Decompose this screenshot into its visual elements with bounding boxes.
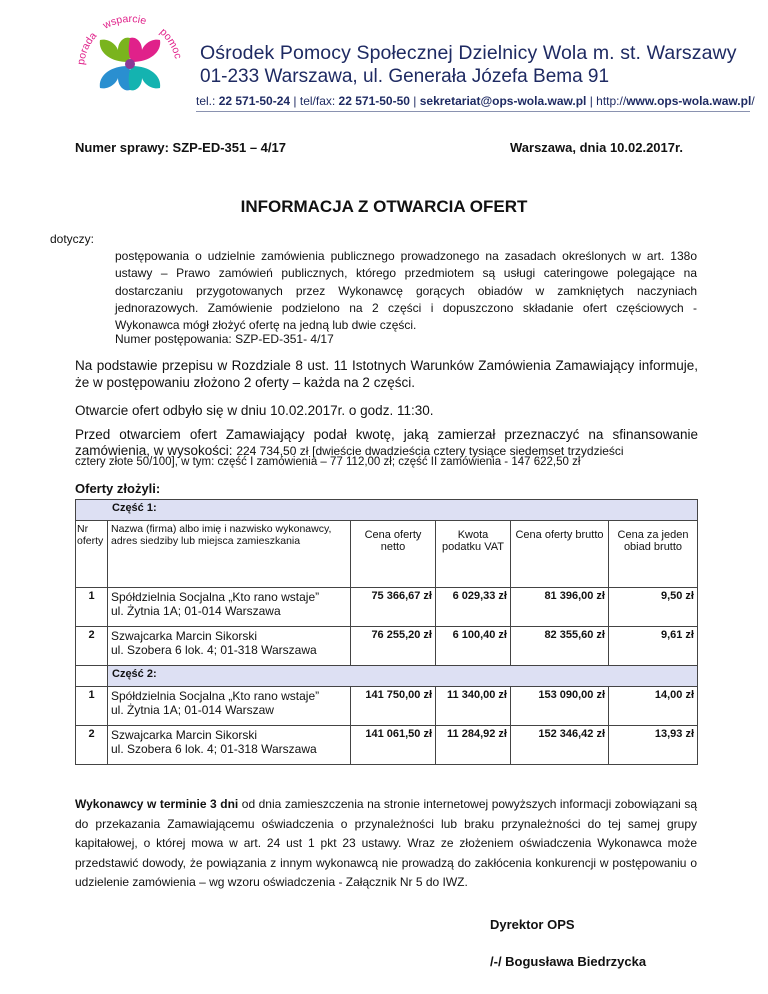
contractor-line1: Spółdzielnia Socjalna „Kto rano wstaje” [111,689,320,703]
offer-nr: 2 [76,627,108,666]
header-per-meal: Cena za jeden obiad brutto [609,521,698,588]
ops-logo [70,8,190,118]
header-gross: Cena oferty brutto [511,521,609,588]
director-title: Dyrektor OPS [490,917,575,932]
org-address: 01-233 Warszawa, ul. Generała Józefa Bema 91 [200,66,610,87]
email-link[interactable]: sekretariat@ops-wola.waw.pl [419,94,587,108]
offers-count-paragraph: Na podstawie przepisu w Rozdziale 8 ust. 11 Istotnych Warunków Zamówienia Zamawiający informuje, że w postępowaniu złożono 2 oferty – każda na 2 części. [75,358,698,390]
case-number: Numer sprawy: SZP-ED-351 – 4/17 [75,140,286,155]
table-row [76,627,698,666]
price-gross: 81 396,00 zł [511,588,609,627]
price-per-meal: 9,50 zł [609,588,698,627]
vat-amount: 6 029,33 zł [436,588,511,627]
price-gross: 153 090,00 zł [511,687,609,726]
price-net: 141 750,00 zł [351,687,436,726]
svg-text:pomoc [157,26,184,60]
part-1-label: Część 1: [76,500,698,521]
offers-heading: Oferty złożyli: [75,481,161,496]
tel-number: 22 571-50-24 [218,94,291,108]
group-affiliation-notice [75,795,697,893]
header-name: Nazwa (firma) albo imię i nazwisko wykonawcy, adres siedziby lub miejsca zamieszkania [108,521,351,588]
contractor-line2: ul. Szobera 6 lok. 4; 01-318 Warszawa [111,742,317,756]
price-per-meal: 13,93 zł [609,726,698,765]
contractor-line2: ul. Żytnia 1A; 01-014 Warszaw [111,703,274,717]
contractor-name [108,726,351,765]
city-date: Warszawa, dnia 10.02.2017r. [510,140,683,155]
price-gross: 82 355,60 zł [511,627,609,666]
header-vat: Kwota podatku VAT [436,521,511,588]
offer-nr: 1 [76,687,108,726]
contractor-line1: Spółdzielnia Socjalna „Kto rano wstaje” [111,590,320,604]
offers-table [75,499,698,765]
website-link[interactable]: www.ops-wola.waw.pl [626,94,752,108]
telfax-label: | tel/fax: [290,94,339,108]
table-row [76,687,698,726]
svg-text:wsparcie [100,13,148,32]
logo-word-wsparcie: wsparcie [101,12,148,32]
contractor-line1: Szwajcarka Marcin Sikorski [111,629,258,643]
contractor-name [108,687,351,726]
telfax-number: 22 571-50-50 [338,94,410,108]
contractor-line2: ul. Żytnia 1A; 01-014 Warszawa [111,604,281,618]
offer-nr: 1 [76,588,108,627]
table-row [76,588,698,627]
procedure-number: Numer postępowania: SZP-ED-351- 4/17 [115,332,334,346]
header-divider [196,111,750,112]
price-gross: 152 346,42 zł [511,726,609,765]
tel-label: tel.: [196,94,219,108]
web-label: | http:// [586,94,627,108]
org-name: Ośrodek Pomocy Społecznej Dzielnicy Wola m. st. Warszawy [200,42,737,64]
budget-amount: 224 734,50 zł [236,444,309,458]
concerning-label: dotyczy: [50,232,95,246]
table-row [76,726,698,765]
notice-body: od dnia zamieszczenia na stronie internetowej powyższych informacji zobowiązani są do przekazania Zamawiającemu oświadczenia o przynależności lub braku przynależności do tej samej grupy kapitałowej, o której mowa w art. 24 ust 1 pkt 23 ustawy. Wraz ze złożeniem oświadczenia Wykonawca może przedstawić dowody, że powiązania z innym wykonawcą nie prowadzą do zakłócenia konkurencji w postępowaniu o udzielenie zamówienia – wg wzoru oświadczenia - Załącznik Nr 5 do IWZ. [75,797,698,889]
logo-word-pomoc: pomoc [157,25,184,60]
part-1-row [76,500,698,521]
budget-breakdown: cztery złote 50/100], w tym: część I zamówienia – 77 112,00 zł; część II zamówienia - 147 622,50 zł [75,456,581,468]
logo-arc-text [75,30,99,66]
price-net: 141 061,50 zł [351,726,436,765]
director-signature: /-/ Bogusława Biedrzycka [490,954,647,969]
budget-paragraph [75,427,698,459]
web-tail: / [751,94,755,108]
header-net: Cena oferty netto [351,521,436,588]
contractor-name [108,588,351,627]
contractor-line1: Szwajcarka Marcin Sikorski [111,728,258,742]
table-header-row [76,521,698,588]
vat-amount: 11 340,00 zł [436,687,511,726]
price-per-meal: 9,61 zł [609,627,698,666]
part-2-row [76,666,698,687]
separator: | [409,94,420,108]
contractor-line2: ul. Szobera 6 lok. 4; 01-318 Warszawa [111,643,317,657]
logo-clover-icon [100,38,160,91]
offer-nr: 2 [76,726,108,765]
contractor-name [108,627,351,666]
budget-intro: Przed otwarciem ofert Zamawiający podał kwotę, jaką zamierzał przeznaczyć na sfinansowanie zamówienia, w wysokości: [75,427,698,458]
vat-amount: 11 284,92 zł [436,726,511,765]
document-title: INFORMACJA Z OTWARCIA OFERT [240,197,528,216]
procedure-description: postępowania o udzielnie zamówienia publicznego prowadzonego na zasadach określonych w art. 138o ustawy – Prawo zamówień publicznych, którego przedmiotem są usługi cateringowe polegające na dostarczaniu przygotowanych przez Wykonawcę gorących obiadów w zamkniętych naczyniach jednorazowych. Zamówienie podzielono na 2 części i dopuszczono składanie ofert częściowych - Wykonawca mógł złożyć ofertę na jedną lub dwie części. [115,249,697,333]
contact-line [196,94,755,108]
header-nr: Nr oferty [76,521,108,588]
part-2-label: Część 2: [108,666,698,687]
vat-amount: 6 100,40 zł [436,627,511,666]
budget-words: [dwieście dwadzieścia cztery tysiące siedemset trzydzieści [312,444,624,458]
opening-time-paragraph: Otwarcie ofert odbyło się w dniu 10.02.2017r. o godz. 11:30. [75,403,434,418]
price-per-meal: 14,00 zł [609,687,698,726]
price-net: 76 255,20 zł [351,627,436,666]
logo-word-porada: porada [75,29,100,66]
price-net: 75 366,67 zł [351,588,436,627]
notice-deadline: Wykonawcy w terminie 3 dni [75,797,239,811]
